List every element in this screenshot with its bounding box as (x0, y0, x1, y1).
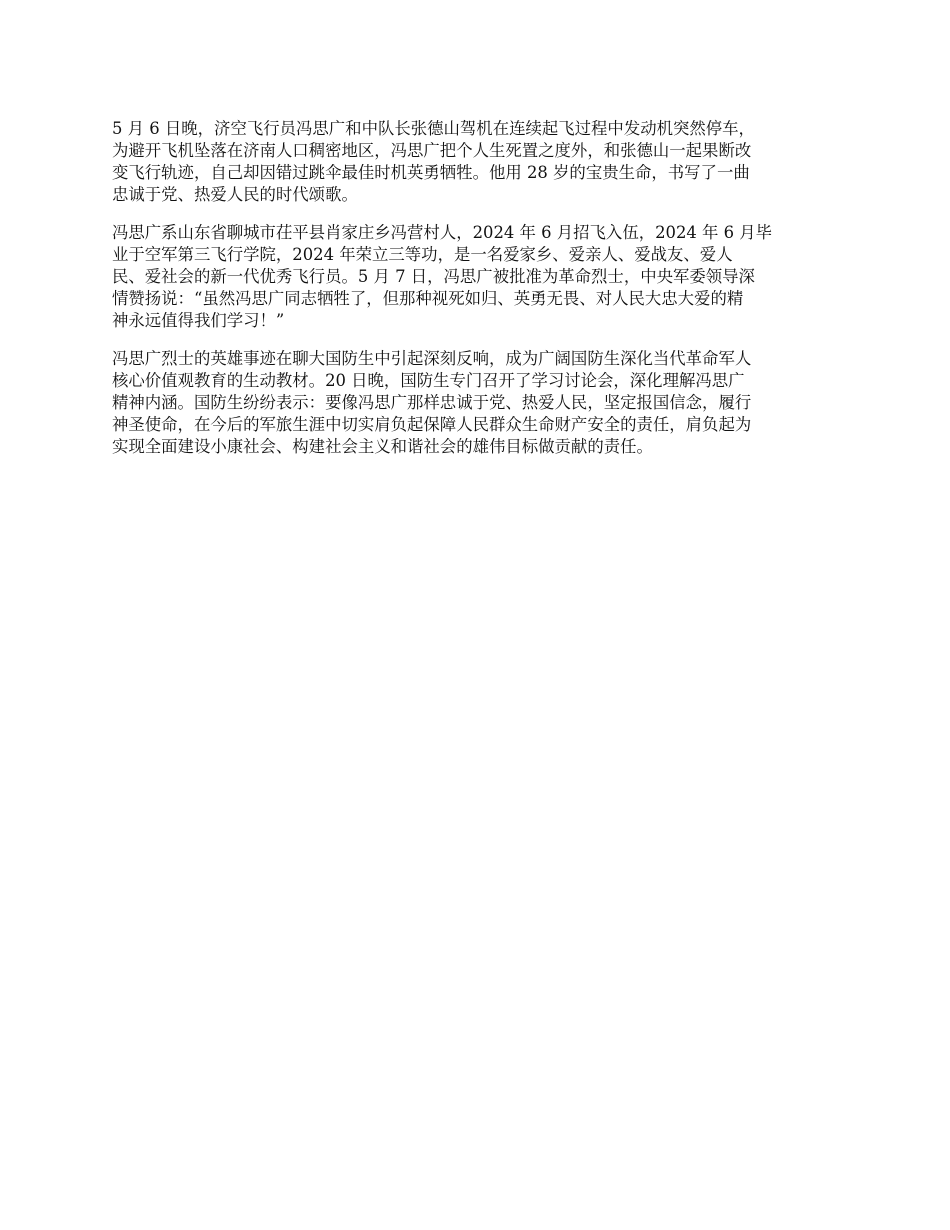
paragraph-1 (112, 118, 844, 206)
paragraph-line: 变飞行轨迹，自己却因错过跳伞最佳时机英勇牺牲。他用 28 岁的宝贵生命，书写了一曲 (112, 163, 750, 182)
paragraph-line: 5 月 6 日晚，济空飞行员冯思广和中队长张德山驾机在连续起飞过程中发动机突然停车， (112, 119, 755, 138)
paragraph-line: 民、爱社会的新一代优秀飞行员。5 月 7 日，冯思广被批准为革命烈士，中央军委领导深 (112, 267, 755, 286)
paragraph-line: 实现全面建设小康社会、构建社会主义和谐社会的雄伟目标做贡献的责任。 (112, 437, 653, 456)
paragraph-line: 情赞扬说：“虽然冯思广同志牺牲了，但那种视死如归、英勇无畏、对人民大忠大爱的精 (112, 289, 744, 308)
paragraph-line: 神圣使命，在今后的军旅生涯中切实肩负起保障人民群众生命财产安全的责任，肩负起为 (112, 415, 752, 434)
paragraph-line: 为避开飞机坠落在济南人口稠密地区，冯思广把个人生死置之度外，和张德山一起果断改 (112, 141, 752, 160)
paragraph-line: 业于空军第三飞行学院，2024 年荣立三等功，是一名爱家乡、爱亲人、爱战友、爱人 (112, 245, 733, 264)
paragraph-line: 忠诚于党、热爱人民的时代颂歌。 (112, 185, 358, 204)
paragraph-line: 核心价值观教育的生动教材。20 日晚，国防生专门召开了学习讨论会，深化理解冯思广 (112, 371, 745, 390)
paragraph-line: 精神内涵。国防生纷纷表示：要像冯思广那样忠诚于党、热爱人民，坚定报国信念，履行 (112, 393, 752, 412)
document-body (112, 118, 844, 474)
paragraph-line: 神永远值得我们学习！” (112, 311, 285, 330)
paragraph-line: 冯思广系山东省聊城市茌平县肖家庄乡冯营村人，2024 年 6 月招飞入伍，2024 年 6 月毕 (112, 223, 773, 242)
paragraph-2 (112, 222, 844, 332)
paragraph-3 (112, 348, 844, 458)
paragraph-line: 冯思广烈士的英雄事迹在聊大国防生中引起深刻反响，成为广阔国防生深化当代革命军人 (112, 349, 752, 368)
